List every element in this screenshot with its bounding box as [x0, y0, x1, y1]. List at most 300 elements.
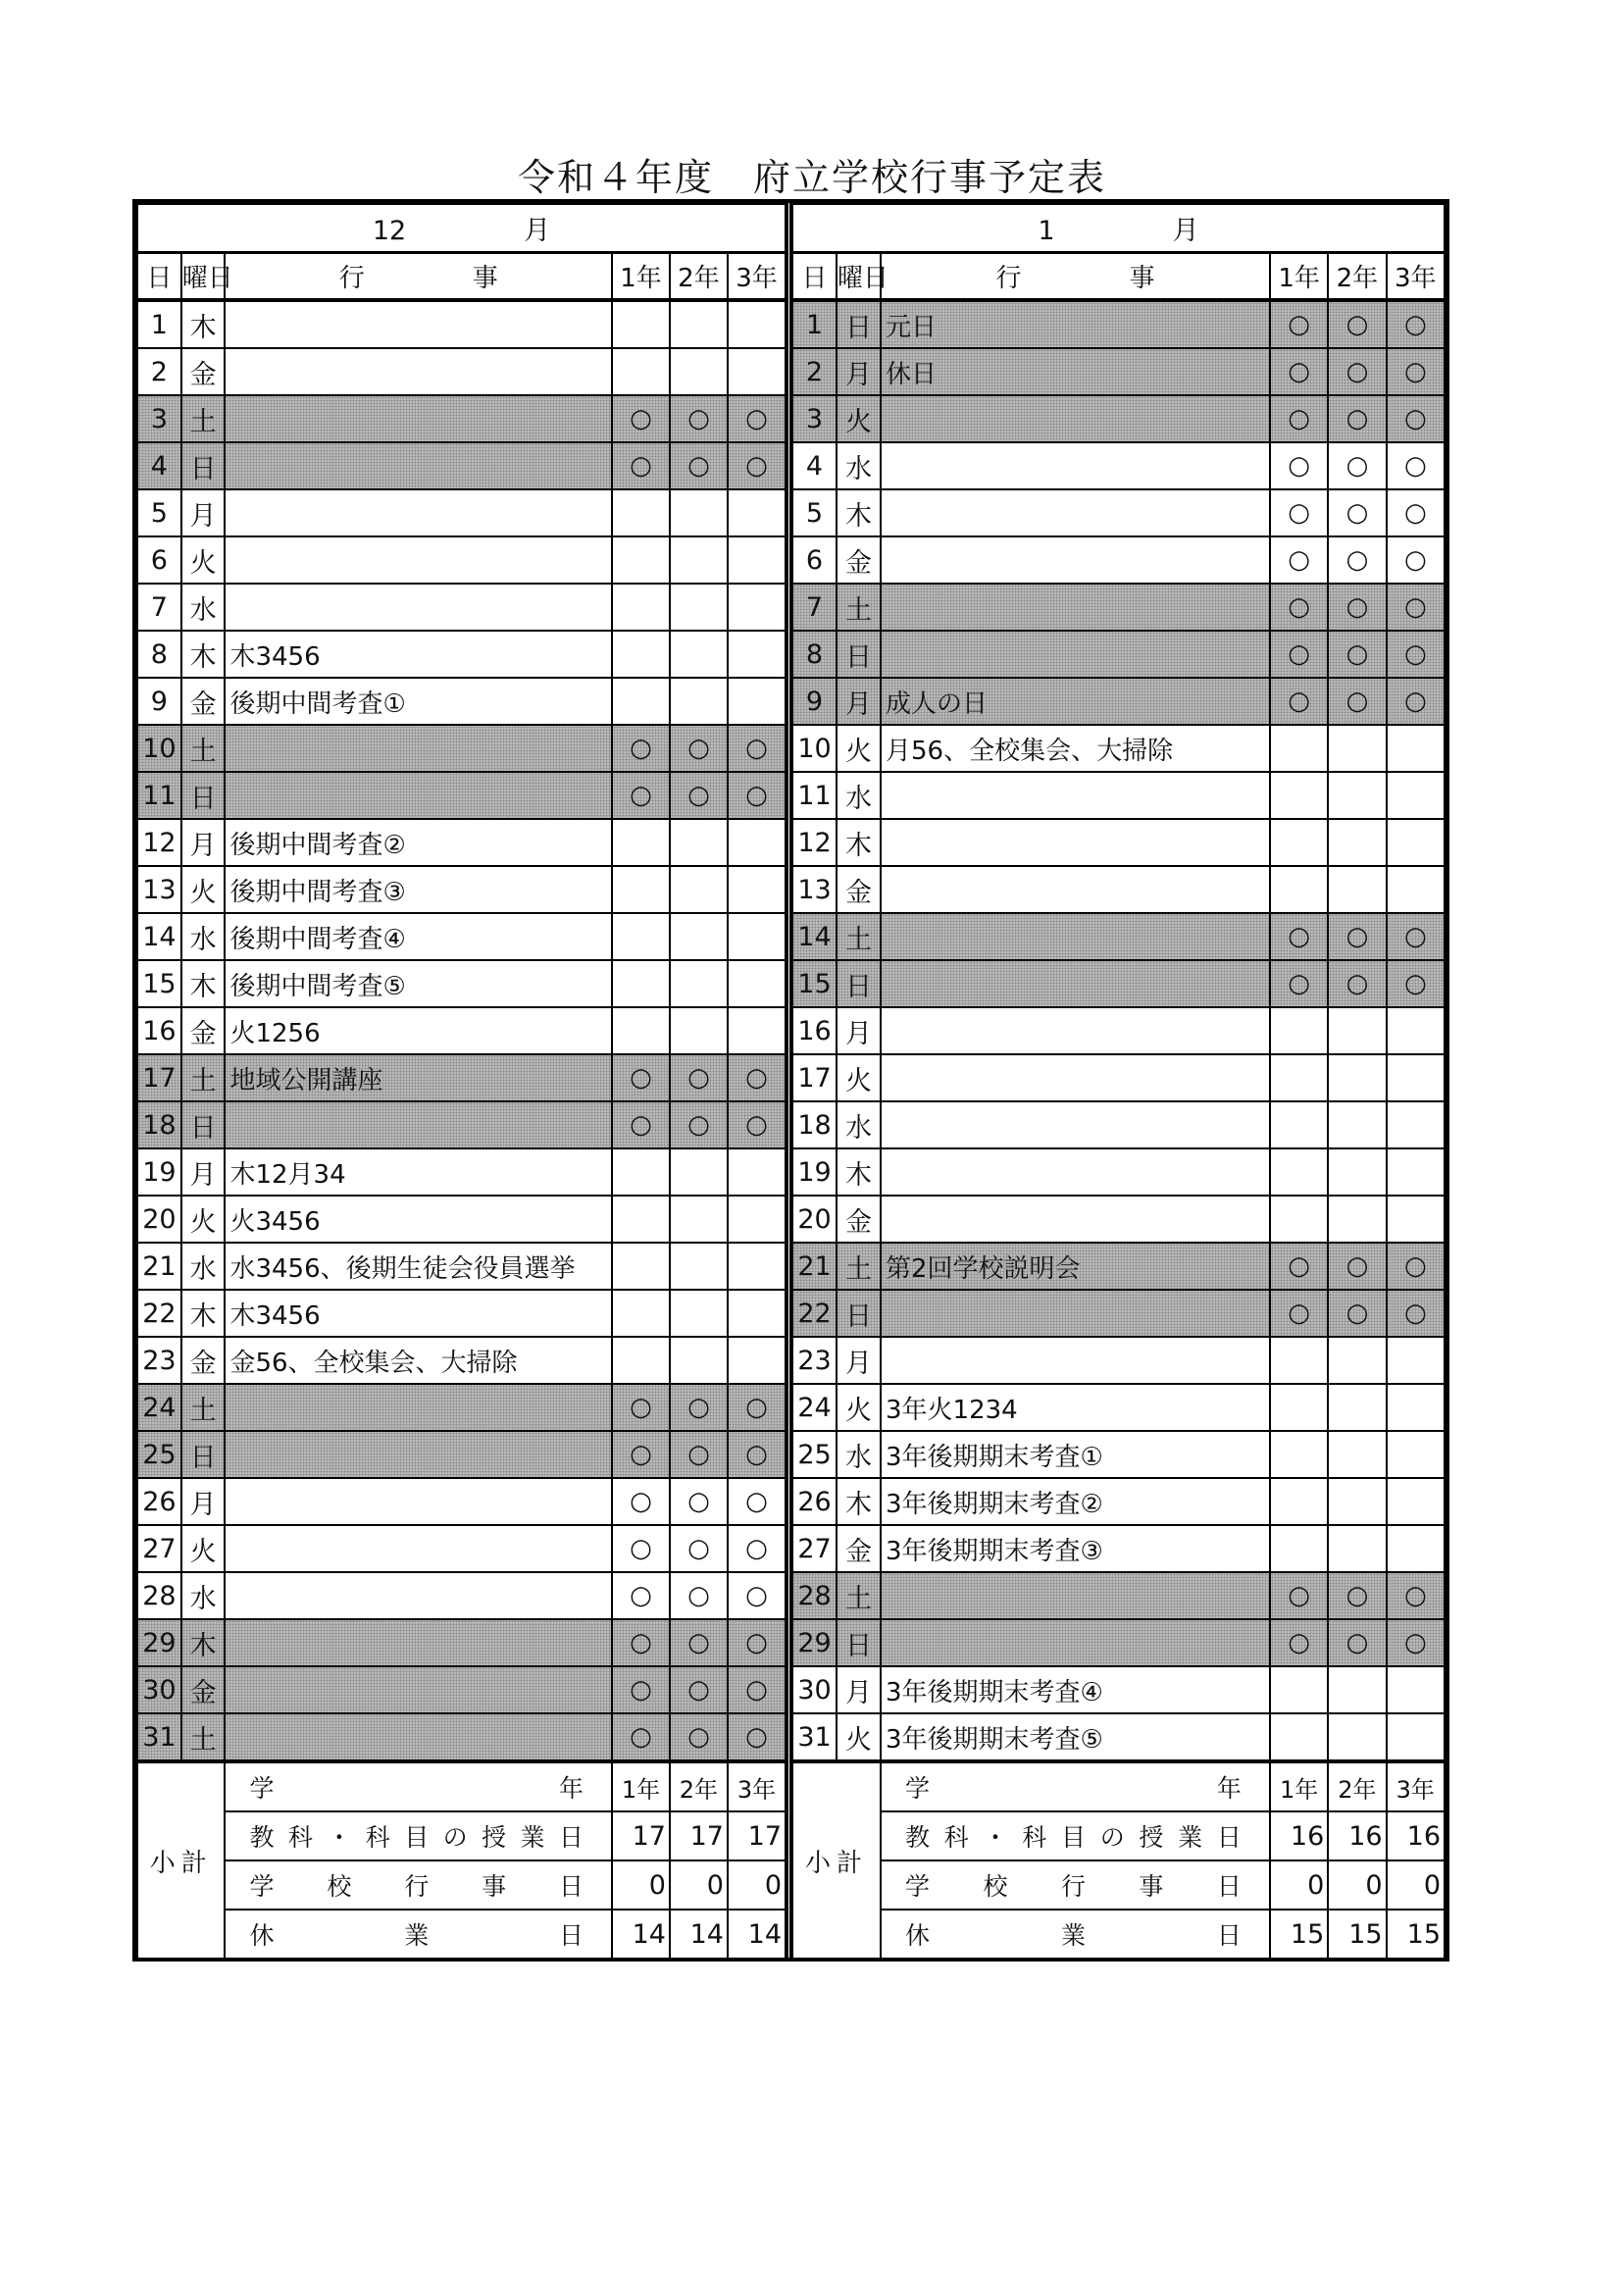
event-text: 元日 — [881, 300, 1270, 348]
grade-1-mark — [612, 1243, 670, 1290]
grade-3-mark — [1387, 1337, 1445, 1384]
grade-2-mark: ○ — [670, 1525, 728, 1572]
label-char: 科 — [287, 1823, 313, 1852]
grade-1-mark: ○ — [612, 772, 670, 819]
weekday: 土 — [181, 1713, 226, 1761]
event-text: 火3456 — [225, 1196, 612, 1243]
label-char: 授 — [1139, 1823, 1164, 1852]
weekday: 月 — [837, 1007, 881, 1054]
day-row — [792, 1478, 1445, 1525]
grade-2-mark — [670, 678, 728, 725]
day-number: 24 — [792, 1384, 837, 1431]
day-number: 15 — [137, 960, 181, 1007]
col-event-char: 行 — [338, 264, 365, 293]
subtotal-row-label — [225, 1811, 612, 1860]
label-char: 日 — [1216, 1872, 1242, 1901]
grade-3-mark — [1387, 1384, 1445, 1431]
grade-3-mark — [1387, 1007, 1445, 1054]
grade-3-mark: ○ — [728, 1478, 786, 1525]
subtotal-row — [792, 1811, 1445, 1860]
grade-2-mark — [670, 1290, 728, 1337]
day-number: 19 — [137, 1148, 181, 1196]
month-label — [137, 204, 786, 253]
day-row — [137, 1572, 786, 1619]
grade-2-mark — [1328, 725, 1386, 772]
day-number: 9 — [792, 678, 837, 725]
grade-2-mark: ○ — [670, 1478, 728, 1525]
day-number: 6 — [792, 536, 837, 584]
day-number: 25 — [792, 1431, 837, 1478]
day-number: 28 — [792, 1572, 837, 1619]
grade-1-mark — [612, 631, 670, 678]
weekday: 月 — [181, 819, 226, 866]
grade-1-mark: ○ — [1270, 348, 1328, 395]
holiday-row — [137, 1431, 786, 1478]
day-row — [137, 819, 786, 866]
grade-1-mark — [1270, 1666, 1328, 1713]
grade-1-mark — [1270, 772, 1328, 819]
grade-3-mark — [1387, 725, 1445, 772]
day-number: 27 — [137, 1525, 181, 1572]
day-row — [137, 866, 786, 913]
grade-1-mark — [1270, 1525, 1328, 1572]
subtotal-grade-2: 2年 — [1328, 1761, 1386, 1811]
month-label — [792, 204, 1445, 253]
grade-2-mark: ○ — [1328, 960, 1386, 1007]
grade-2-mark: ○ — [670, 1384, 728, 1431]
day-number: 13 — [137, 866, 181, 913]
weekday: 土 — [837, 584, 881, 631]
subtotal-value-grade-3: 16 — [1387, 1811, 1445, 1860]
holiday-row — [792, 348, 1445, 395]
event-text: 3年後期期末考査② — [881, 1478, 1270, 1525]
event-text: 3年後期期末考査⑤ — [881, 1713, 1270, 1761]
grade-2-mark — [1328, 1525, 1386, 1572]
grade-3-mark — [728, 348, 786, 395]
event-text — [225, 395, 612, 442]
event-text: 後期中間考査③ — [225, 866, 612, 913]
subtotal-grade-2: 2年 — [670, 1761, 728, 1811]
weekday: 金 — [181, 348, 226, 395]
col-grade-1: 1年 — [1270, 253, 1328, 301]
grade-2-mark — [1328, 772, 1386, 819]
grade-1-mark: ○ — [612, 1572, 670, 1619]
event-text: 火1256 — [225, 1007, 612, 1054]
label-char: 日 — [558, 1921, 584, 1950]
event-text — [225, 1384, 612, 1431]
grade-3-mark: ○ — [728, 1572, 786, 1619]
grade-2-mark — [670, 489, 728, 536]
weekday: 火 — [837, 725, 881, 772]
weekday: 火 — [837, 1054, 881, 1101]
weekday: 日 — [181, 772, 226, 819]
day-number: 31 — [137, 1713, 181, 1761]
subtotal-label: 小計 — [137, 1761, 225, 1959]
weekday: 火 — [181, 1525, 226, 1572]
col-grade-3: 3年 — [1387, 253, 1445, 301]
subtotal-row — [792, 1860, 1445, 1910]
label-char: 事 — [482, 1872, 507, 1901]
grade-3-mark — [728, 960, 786, 1007]
grade-2-mark — [1328, 1713, 1386, 1761]
weekday: 水 — [837, 1431, 881, 1478]
grade-3-mark — [1387, 1148, 1445, 1196]
day-row — [137, 1337, 786, 1384]
subtotal-row-label — [225, 1860, 612, 1910]
grade-2-mark — [670, 348, 728, 395]
event-text: 後期中間考査⑤ — [225, 960, 612, 1007]
label-char: 業 — [520, 1823, 545, 1852]
event-text — [225, 725, 612, 772]
holiday-row — [792, 960, 1445, 1007]
grade-1-mark: ○ — [612, 1713, 670, 1761]
day-row — [792, 725, 1445, 772]
day-number: 26 — [137, 1478, 181, 1525]
subtotal-value-grade-1: 0 — [612, 1860, 670, 1910]
subtotal-value-grade-1: 0 — [1270, 1860, 1328, 1910]
event-text — [881, 1290, 1270, 1337]
weekday: 月 — [181, 1478, 226, 1525]
grade-2-mark — [1328, 1007, 1386, 1054]
event-text — [225, 772, 612, 819]
weekday: 金 — [837, 866, 881, 913]
label-char: 業 — [404, 1921, 430, 1950]
col-grade-2: 2年 — [670, 253, 728, 301]
col-day: 日 — [137, 253, 181, 301]
grade-2-mark: ○ — [1328, 678, 1386, 725]
day-row — [137, 631, 786, 678]
holiday-row — [137, 1666, 786, 1713]
calendar-table — [791, 203, 1446, 1960]
weekday: 日 — [837, 300, 881, 348]
weekday: 日 — [837, 1290, 881, 1337]
grade-3-mark — [728, 631, 786, 678]
subtotal-grade-3: 3年 — [728, 1761, 786, 1811]
label-char: 学 — [249, 1872, 275, 1901]
weekday: 月 — [837, 1666, 881, 1713]
grade-3-mark: ○ — [1387, 536, 1445, 584]
grade-3-mark — [1387, 1196, 1445, 1243]
grade-2-mark: ○ — [670, 1431, 728, 1478]
day-row — [137, 1478, 786, 1525]
grade-3-mark: ○ — [1387, 395, 1445, 442]
grade-2-mark: ○ — [1328, 489, 1386, 536]
weekday: 金 — [837, 536, 881, 584]
grade-1-mark — [612, 1337, 670, 1384]
day-row — [792, 536, 1445, 584]
holiday-row — [137, 1713, 786, 1761]
grade-3-mark — [1387, 1478, 1445, 1525]
event-text: 木3456 — [225, 631, 612, 678]
event-text — [881, 913, 1270, 960]
grade-2-mark: ○ — [1328, 1243, 1386, 1290]
grade-2-mark — [1328, 819, 1386, 866]
weekday: 木 — [181, 300, 226, 348]
label-char: 業 — [1178, 1823, 1203, 1852]
day-row — [137, 300, 786, 348]
grade-3-mark: ○ — [1387, 678, 1445, 725]
event-text — [881, 489, 1270, 536]
label-char: 日 — [1216, 1921, 1242, 1950]
grade-3-mark — [1387, 1713, 1445, 1761]
weekday: 土 — [181, 395, 226, 442]
weekday: 月 — [181, 1148, 226, 1196]
grade-3-mark: ○ — [728, 1619, 786, 1666]
col-weekday: 曜日 — [837, 253, 881, 301]
day-number: 10 — [137, 725, 181, 772]
grade-3-mark — [728, 1148, 786, 1196]
event-text — [225, 1431, 612, 1478]
weekday: 水 — [181, 1243, 226, 1290]
grade-1-mark — [612, 489, 670, 536]
grade-2-mark: ○ — [670, 442, 728, 489]
event-text: 金56、全校集会、大掃除 — [225, 1337, 612, 1384]
weekday: 日 — [837, 960, 881, 1007]
event-text — [881, 772, 1270, 819]
day-row — [792, 1196, 1445, 1243]
month-header-row — [792, 204, 1445, 253]
subtotal-value-grade-2: 17 — [670, 1811, 728, 1860]
grade-3-mark: ○ — [728, 395, 786, 442]
subtotal-row — [137, 1811, 786, 1860]
grade-1-mark: ○ — [1270, 1243, 1328, 1290]
day-number: 12 — [137, 819, 181, 866]
subtotal-value-grade-3: 0 — [1387, 1860, 1445, 1910]
label-char: 教 — [249, 1823, 275, 1852]
weekday: 土 — [837, 1572, 881, 1619]
grade-1-mark — [1270, 1478, 1328, 1525]
col-grade-1: 1年 — [612, 253, 670, 301]
grade-1-mark: ○ — [1270, 584, 1328, 631]
day-number: 14 — [792, 913, 837, 960]
grade-1-mark — [1270, 1196, 1328, 1243]
grade-2-mark — [670, 536, 728, 584]
subtotal-row — [792, 1910, 1445, 1959]
day-row — [792, 819, 1445, 866]
grade-1-mark — [1270, 866, 1328, 913]
day-number: 16 — [792, 1007, 837, 1054]
holiday-row — [792, 584, 1445, 631]
weekday: 木 — [181, 631, 226, 678]
grade-2-mark — [1328, 1478, 1386, 1525]
grade-1-mark — [612, 1196, 670, 1243]
grade-3-mark — [728, 1290, 786, 1337]
weekday: 水 — [837, 772, 881, 819]
grade-1-mark — [1270, 1431, 1328, 1478]
weekday: 木 — [837, 1148, 881, 1196]
grade-1-mark: ○ — [612, 395, 670, 442]
subtotal-value-grade-3: 15 — [1387, 1910, 1445, 1959]
event-text: 3年火1234 — [881, 1384, 1270, 1431]
grade-2-mark: ○ — [670, 1619, 728, 1666]
grade-1-mark: ○ — [1270, 960, 1328, 1007]
grade-2-mark: ○ — [670, 1101, 728, 1148]
grade-2-mark: ○ — [670, 1054, 728, 1101]
grade-1-mark — [1270, 1054, 1328, 1101]
day-number: 23 — [792, 1337, 837, 1384]
grade-2-mark — [1328, 1196, 1386, 1243]
event-text — [881, 1337, 1270, 1384]
grade-3-mark — [728, 866, 786, 913]
col-event-char: 事 — [472, 264, 498, 293]
grade-1-mark: ○ — [612, 1525, 670, 1572]
subtotal-row — [137, 1910, 786, 1959]
event-text — [225, 348, 612, 395]
event-text: 成人の日 — [881, 678, 1270, 725]
holiday-row — [792, 913, 1445, 960]
day-number: 21 — [137, 1243, 181, 1290]
day-number: 13 — [792, 866, 837, 913]
grade-1-mark: ○ — [1270, 489, 1328, 536]
day-number: 7 — [792, 584, 837, 631]
subtotal-value-grade-3: 0 — [728, 1860, 786, 1910]
grade-1-mark: ○ — [1270, 1572, 1328, 1619]
event-text — [881, 819, 1270, 866]
holiday-row — [137, 1384, 786, 1431]
day-row — [137, 1148, 786, 1196]
day-row — [137, 584, 786, 631]
grade-1-mark: ○ — [612, 1619, 670, 1666]
col-event-char: 行 — [995, 264, 1022, 293]
grade-2-mark: ○ — [670, 395, 728, 442]
label-char: 目 — [404, 1823, 430, 1852]
label-char: 休 — [249, 1921, 275, 1950]
event-text — [881, 536, 1270, 584]
grade-3-mark: ○ — [1387, 442, 1445, 489]
day-number: 5 — [137, 489, 181, 536]
grade-2-mark — [670, 913, 728, 960]
event-text — [881, 1101, 1270, 1148]
grade-2-mark: ○ — [1328, 442, 1386, 489]
grade-3-mark: ○ — [728, 442, 786, 489]
grade-1-mark: ○ — [1270, 536, 1328, 584]
month-table-december — [136, 203, 791, 1958]
day-number: 18 — [792, 1101, 837, 1148]
grade-2-mark — [1328, 1337, 1386, 1384]
day-number: 23 — [137, 1337, 181, 1384]
holiday-row — [137, 772, 786, 819]
month-header-row — [137, 204, 786, 253]
weekday: 月 — [837, 348, 881, 395]
event-text — [225, 1619, 612, 1666]
grade-3-mark — [1387, 1101, 1445, 1148]
weekday: 火 — [837, 1713, 881, 1761]
grade-3-mark — [1387, 1666, 1445, 1713]
day-number: 6 — [137, 536, 181, 584]
day-number: 30 — [137, 1666, 181, 1713]
grade-2-mark — [1328, 1054, 1386, 1101]
grade-3-mark — [1387, 1054, 1445, 1101]
day-number: 15 — [792, 960, 837, 1007]
grade-3-mark: ○ — [1387, 1572, 1445, 1619]
day-row — [137, 1007, 786, 1054]
event-text — [881, 1007, 1270, 1054]
grade-3-mark — [1387, 772, 1445, 819]
grade-3-mark — [1387, 1431, 1445, 1478]
grade-1-mark: ○ — [1270, 913, 1328, 960]
grade-2-mark: ○ — [1328, 348, 1386, 395]
subtotal-value-grade-2: 15 — [1328, 1910, 1386, 1959]
grade-3-mark — [728, 1243, 786, 1290]
day-row — [792, 1101, 1445, 1148]
col-event-char: 事 — [1129, 264, 1155, 293]
subtotal-value-grade-2: 0 — [670, 1860, 728, 1910]
holiday-row — [792, 631, 1445, 678]
grade-1-mark: ○ — [612, 1478, 670, 1525]
grade-2-mark: ○ — [1328, 300, 1386, 348]
event-text — [225, 1478, 612, 1525]
grade-1-mark: ○ — [612, 442, 670, 489]
grade-3-mark: ○ — [1387, 1243, 1445, 1290]
col-weekday: 曜日 — [181, 253, 226, 301]
day-number: 11 — [137, 772, 181, 819]
label-char: 年 — [558, 1774, 584, 1803]
grade-2-mark — [1328, 866, 1386, 913]
event-text — [881, 866, 1270, 913]
grade-1-mark: ○ — [1270, 300, 1328, 348]
weekday: 金 — [837, 1196, 881, 1243]
event-text: 木12月34 — [225, 1148, 612, 1196]
day-row — [137, 960, 786, 1007]
subtotal-label: 小計 — [792, 1761, 881, 1959]
grade-2-mark: ○ — [1328, 1619, 1386, 1666]
weekday: 木 — [837, 819, 881, 866]
subtotal-grade-1: 1年 — [1270, 1761, 1328, 1811]
month-table-january — [791, 203, 1446, 1958]
holiday-row — [792, 678, 1445, 725]
day-number: 18 — [137, 1101, 181, 1148]
grade-2-mark — [670, 631, 728, 678]
event-text — [881, 1196, 1270, 1243]
subtotal-row — [137, 1860, 786, 1910]
grade-3-mark — [1387, 819, 1445, 866]
grade-3-mark: ○ — [728, 1054, 786, 1101]
column-header-row — [792, 253, 1445, 301]
day-row — [792, 1384, 1445, 1431]
grade-3-mark: ○ — [1387, 960, 1445, 1007]
day-number: 1 — [137, 300, 181, 348]
event-text — [225, 300, 612, 348]
weekday: 月 — [837, 678, 881, 725]
subtotal-grade-3: 3年 — [1387, 1761, 1445, 1811]
label-char: 日 — [558, 1823, 584, 1852]
day-number: 22 — [792, 1290, 837, 1337]
event-text: 後期中間考査② — [225, 819, 612, 866]
subtotal-row-label — [881, 1860, 1270, 1910]
grade-1-mark: ○ — [612, 1431, 670, 1478]
day-row — [792, 866, 1445, 913]
grade-3-mark: ○ — [728, 1431, 786, 1478]
grade-1-mark — [1270, 1384, 1328, 1431]
subtotal-value-grade-2: 0 — [1328, 1860, 1386, 1910]
day-row — [792, 772, 1445, 819]
label-char: 学 — [905, 1774, 931, 1803]
grade-2-mark — [670, 960, 728, 1007]
grade-3-mark — [728, 489, 786, 536]
holiday-row — [137, 1619, 786, 1666]
day-row — [137, 536, 786, 584]
holiday-row — [792, 395, 1445, 442]
day-number: 3 — [137, 395, 181, 442]
event-text — [881, 1572, 1270, 1619]
weekday: 日 — [181, 442, 226, 489]
weekday: 土 — [181, 1054, 226, 1101]
day-row — [137, 1290, 786, 1337]
subtotal-value-grade-2: 14 — [670, 1910, 728, 1959]
label-char: ・ — [983, 1823, 1008, 1852]
grade-1-mark — [612, 1148, 670, 1196]
event-text — [225, 536, 612, 584]
